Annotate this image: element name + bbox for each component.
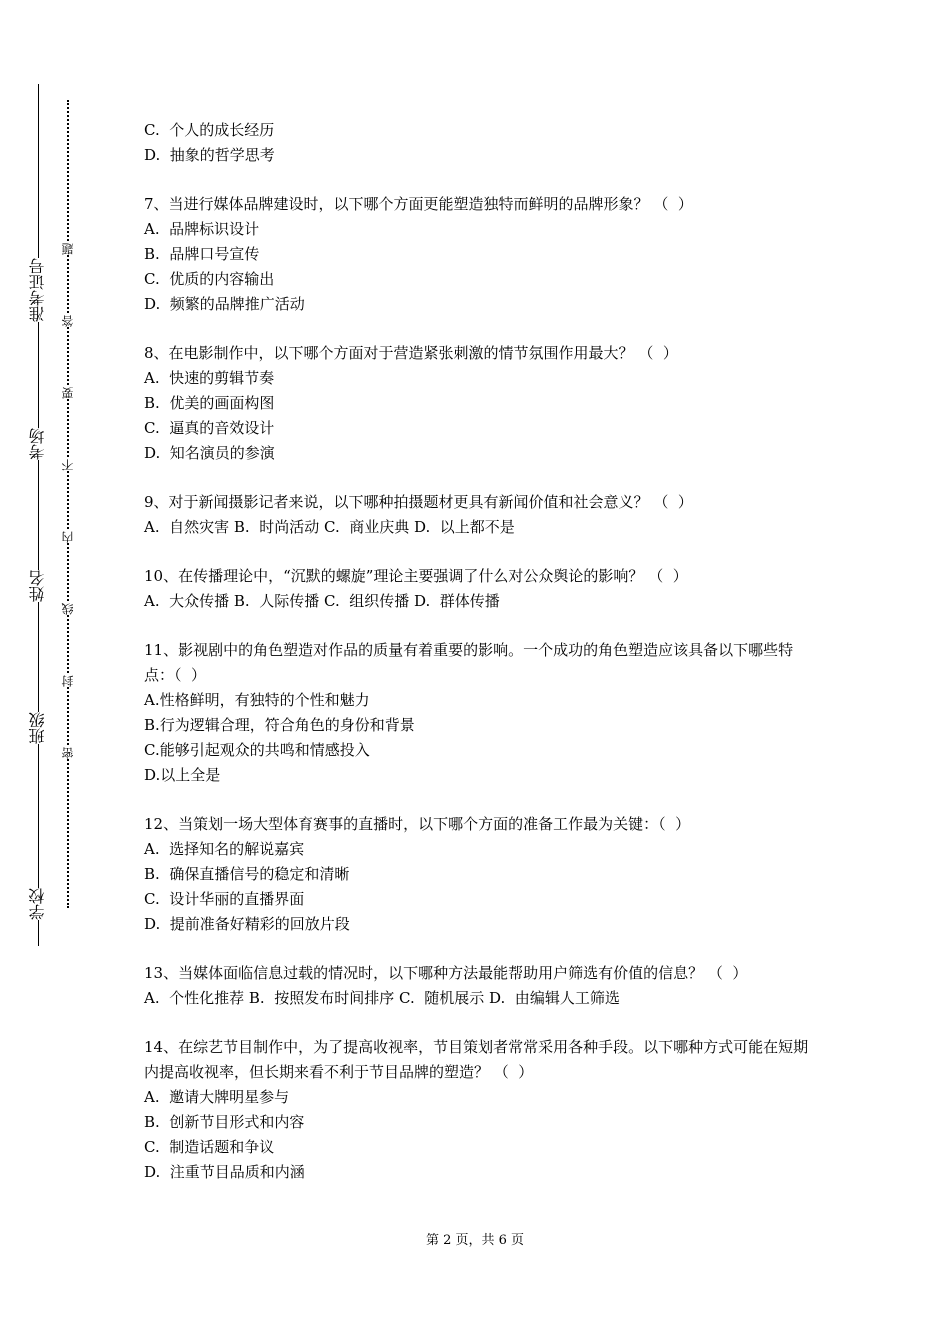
question-8 xyxy=(144,341,816,466)
seal-char: 题 xyxy=(61,243,75,255)
option: D. 频繁的品牌推广活动 xyxy=(144,295,305,313)
question-12 xyxy=(144,812,816,937)
option: A. 快速的剪辑节奏 xyxy=(144,369,275,387)
seal-char: 答 xyxy=(61,315,75,327)
gutter-line xyxy=(38,84,39,946)
option: B. 创新节目形式和内容 xyxy=(144,1113,305,1131)
room-label: 考场 xyxy=(18,428,58,460)
seal-char: 封 xyxy=(61,675,75,687)
name-label: 姓名 xyxy=(18,570,58,602)
option: D. 注重节目品质和内涵 xyxy=(144,1163,305,1181)
option: A. 大众传播 B. 人际传播 C. 组织传播 D. 群体传播 xyxy=(144,592,500,610)
seal-char: 线 xyxy=(61,603,75,615)
option: B.行为逻辑合理，符合角色的身份和背景 xyxy=(144,716,415,734)
option: B. 品牌口号宣传 xyxy=(144,245,260,263)
question-11 xyxy=(144,638,816,788)
option: A.性格鲜明，有独特的个性和魅力 xyxy=(144,691,370,709)
question-text: 10、在传播理论中，“沉默的螺旋”理论主要强调了什么对公众舆论的影响？ （ ） xyxy=(144,567,688,585)
option: B. 优美的画面构图 xyxy=(144,394,275,412)
option: C. 个人的成长经历 xyxy=(144,121,275,139)
option: A. 个性化推荐 B. 按照发布时间排序 C. 随机展示 D. 由编辑人工筛选 xyxy=(144,989,620,1007)
question-text: 7、当进行媒体品牌建设时，以下哪个方面更能塑造独特而鲜明的品牌形象？ （ ） xyxy=(144,195,693,213)
question-text: 11、影视剧中的角色塑造对作品的质量有着重要的影响。一个成功的角色塑造应该具备以下哪些特点：（ ） xyxy=(144,641,794,684)
question-13 xyxy=(144,961,816,1011)
question-6-tail xyxy=(144,118,816,168)
option: A. 品牌标识设计 xyxy=(144,220,260,238)
question-7 xyxy=(144,192,816,317)
option: B. 确保直播信号的稳定和清晰 xyxy=(144,865,350,883)
question-text: 13、当媒体面临信息过载的情况时，以下哪种方法最能帮助用户筛选有价值的信息？ （ ） xyxy=(144,964,748,982)
option: A. 邀请大牌明星参与 xyxy=(144,1088,290,1106)
question-text: 14、在综艺节目制作中，为了提高收视率，节目策划者常常采用各种手段。以下哪种方式可能在短期内提高收视率，但长期来看不利于节目品牌的塑造？ （ ） xyxy=(144,1038,809,1081)
seal-char: 要 xyxy=(61,387,75,399)
option: A. 自然灾害 B. 时尚活动 C. 商业庆典 D. 以上都不是 xyxy=(144,518,515,536)
question-text: 8、在电影制作中，以下哪个方面对于营造紧张刺激的情节氛围作用最大？ （ ） xyxy=(144,344,678,362)
class-label: 班级 xyxy=(18,712,58,744)
option: D. 提前准备好精彩的回放片段 xyxy=(144,915,350,933)
option: D.以上全是 xyxy=(144,766,221,784)
option: C.能够引起观众的共鸣和情感投入 xyxy=(144,741,370,759)
option: C. 逼真的音效设计 xyxy=(144,419,275,437)
option: D. 抽象的哲学思考 xyxy=(144,146,275,164)
seal-dotted-line xyxy=(67,100,69,908)
seal-char: 不 xyxy=(61,459,75,471)
question-10 xyxy=(144,564,816,614)
school-label: 学校 xyxy=(18,888,58,920)
question-9 xyxy=(144,490,816,540)
exam-id-label: 准考证号 xyxy=(18,258,58,322)
question-text: 12、当策划一场大型体育赛事的直播时，以下哪个方面的准备工作最为关键：（ ） xyxy=(144,815,691,833)
option: A. 选择知名的解说嘉宾 xyxy=(144,840,305,858)
page-number: 第 2 页，共 6 页 xyxy=(425,1233,525,1248)
option: D. 知名演员的参演 xyxy=(144,444,275,462)
option: C. 优质的内容输出 xyxy=(144,270,275,288)
seal-char: 内 xyxy=(61,531,75,543)
question-text: 9、对于新闻摄影记者来说，以下哪种拍摄题材更具有新闻价值和社会意义？ （ ） xyxy=(144,493,693,511)
seal-char: 密 xyxy=(61,747,75,759)
question-14 xyxy=(144,1035,816,1185)
option: C. 制造话题和争议 xyxy=(144,1138,275,1156)
option: C. 设计华丽的直播界面 xyxy=(144,890,305,908)
question-list xyxy=(144,118,816,1209)
